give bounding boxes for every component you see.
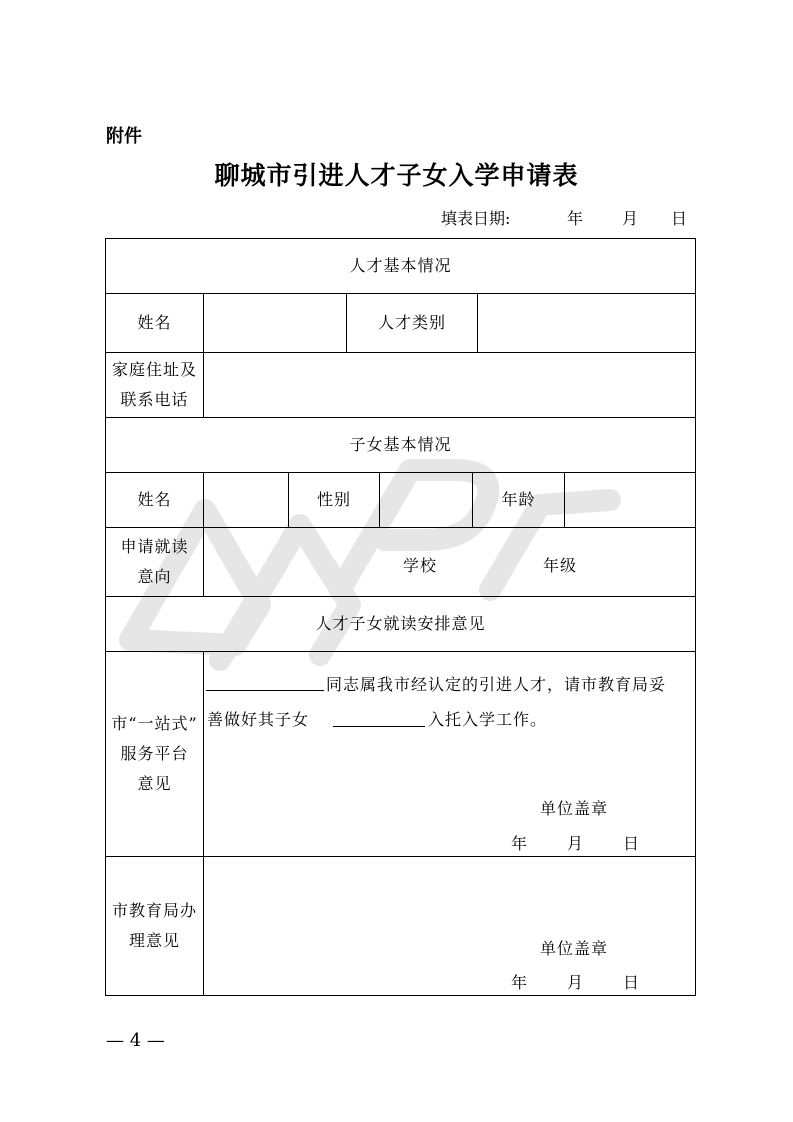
fill-date-label: 填表日期: bbox=[441, 209, 511, 228]
child-name-label: 姓名 bbox=[137, 490, 172, 509]
child-name-field[interactable] bbox=[204, 473, 288, 527]
apply-intention-field[interactable] bbox=[204, 528, 695, 596]
one-stop-label-line3: 意见 bbox=[137, 774, 172, 793]
school-label: 学校 bbox=[403, 556, 438, 575]
child-blank-line[interactable] bbox=[333, 726, 425, 727]
page-title: 聊城市引进人才子女入学申请表 bbox=[214, 161, 579, 190]
gender-field[interactable] bbox=[380, 473, 472, 527]
apply-label-line1: 申请就读 bbox=[120, 537, 189, 556]
one-stop-seal: 单位盖章 bbox=[540, 799, 609, 818]
section-child-info: 子女基本情况 bbox=[349, 435, 452, 454]
education-bureau-label bbox=[106, 857, 203, 995]
talent-category-label: 人才类别 bbox=[377, 313, 446, 332]
address-label-line2: 联系电话 bbox=[120, 390, 189, 409]
one-stop-text-part3: 入托入学工作。 bbox=[428, 710, 548, 729]
attachment-label: 附件 bbox=[106, 126, 142, 147]
one-stop-month: 月 bbox=[567, 834, 585, 853]
one-stop-label bbox=[106, 652, 203, 856]
gender-label: 性别 bbox=[316, 490, 351, 509]
fill-date-day: 日 bbox=[671, 209, 688, 228]
age-label: 年龄 bbox=[501, 490, 536, 509]
one-stop-day: 日 bbox=[623, 834, 641, 853]
edu-month: 月 bbox=[567, 973, 585, 992]
talent-category-field[interactable] bbox=[478, 294, 695, 352]
one-stop-text-part1: 同志属我市经认定的引进人才，请市教育局妥 bbox=[326, 675, 667, 694]
one-stop-year: 年 bbox=[511, 834, 529, 853]
page-number: — 4 — bbox=[106, 1030, 165, 1051]
edu-year: 年 bbox=[511, 973, 529, 992]
section-talent-info: 人才基本情况 bbox=[349, 256, 452, 275]
address-field[interactable] bbox=[204, 353, 695, 417]
talent-name-label: 姓名 bbox=[137, 313, 172, 332]
one-stop-label-line2: 服务平台 bbox=[120, 744, 189, 763]
address-label bbox=[106, 353, 203, 417]
apply-intention-label bbox=[106, 528, 203, 596]
edu-label-line1: 市教育局办 bbox=[111, 901, 197, 920]
one-stop-text-part2: 善做好其子女 bbox=[207, 710, 310, 729]
edu-day: 日 bbox=[623, 973, 641, 992]
talent-name-field[interactable] bbox=[204, 294, 346, 352]
one-stop-label-line1: 市“一站式” bbox=[111, 714, 198, 733]
apply-label-line2: 意向 bbox=[137, 567, 172, 586]
address-label-line1: 家庭住址及 bbox=[111, 360, 197, 379]
edu-seal: 单位盖章 bbox=[540, 939, 609, 958]
age-field[interactable] bbox=[565, 473, 695, 527]
edu-label-line2: 理意见 bbox=[128, 931, 180, 950]
fill-date-month: 月 bbox=[622, 209, 639, 228]
fill-date-year: 年 bbox=[567, 209, 584, 228]
grade-label: 年级 bbox=[543, 556, 578, 575]
section-arrangement: 人才子女就读安排意见 bbox=[315, 614, 486, 633]
name-blank-line[interactable] bbox=[206, 690, 324, 691]
